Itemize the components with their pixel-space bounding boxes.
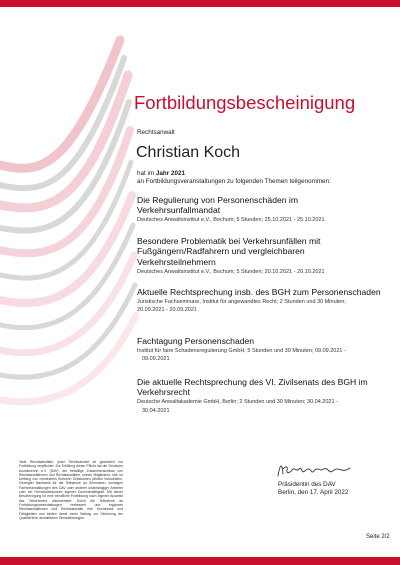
topic-detail-line: 09.09.2021 [142, 356, 170, 363]
topic-detail-line: Juristische Fachseminare, Institut für angewandtes Recht; 2 Stunden und 30 Minuten; [137, 298, 346, 305]
topic-detail [137, 268, 382, 276]
bottom-accent-bar [0, 557, 400, 565]
topic-title: Besondere Problematik bei Verkehrsunfällen mit Fußgängern/Radfahrern und vergleichbaren Verkehrsteilnehmern [137, 236, 321, 267]
topic-detail [137, 298, 382, 314]
role-label: Rechtsanwalt [137, 129, 175, 136]
year-prefix: hat im [137, 170, 155, 177]
disclaimer-text: Jede Rechtsanwältin, jeder Rechtsanwalt ist gesetzlich zur Fortbildung verpflichtet. Zur Erfüllung dieser Pflicht hat der Deutsche Anwaltverein e.V. (DAV), der freiwillige Zusammenschluss von Rechtsanwältinnen und Rechtsanwälten, seinen Mitgliedern, sich im Umfang von mindestens fünfzehn Zeitstunden jährlich fortzubilden, Gezeigter Nachweis für die Teilnahme an Seminaren, sonstigen Fachveranstaltungen des DAV oder anderer unabhängiger Anbieter oder bei Fernstudienkursen eigener Dozententätigkeit. Mit dieser Bescheinigung ist eine berufliche Fortbildung nach eigener Auswahl des Teilnehmers dokumentiert. Durch die Teilnahme an Fortbildungsveranstaltungen verbessert und ergänzen Rechtsanwältinnen und Rechtsanwälte ihre Kenntnisse und Fähigkeiten und leisten damit einen Beitrag zur Sicherung der Qualität ihrer anwaltlichen Dienstleistungen. [19, 460, 123, 520]
year-line [137, 170, 185, 177]
topic-title: Fachtagung Personenschaden [137, 336, 255, 346]
topic-detail-line: Institut für faire Schadensregulierung GmbH; 5 Stunden und 30 Minuten; 09.09.2021 - [137, 347, 346, 354]
signature-place-date: Berlin, den 17. April 2022 [278, 489, 349, 496]
topic-item [137, 336, 382, 363]
signature-title: Präsidentin des DAV [278, 481, 336, 488]
topic-item [137, 287, 382, 314]
participant-name: Christian Koch [136, 144, 241, 161]
topic-detail-line: 20.09.2021 - 20.09.2021 [137, 307, 197, 314]
topic-item [137, 236, 382, 276]
intro-text: an Fortbildungsveranstaltungen zu folgenden Themen teilgenommen: [137, 178, 331, 185]
page-number: Seite 2/2 [366, 534, 390, 540]
topic-title: Die Regulierung von Personenschäden im Verkehrsunfallmandat [137, 195, 298, 216]
topic-item [137, 195, 382, 225]
topic-detail-line: Deutsche Anwaltakademie GmbH, Berlin; 2 Stunden und 30 Minuten; 30.04.2021 - [137, 399, 338, 406]
topic-detail-line: 30.04.2021 [142, 407, 170, 414]
top-accent-bar [0, 0, 400, 7]
topic-title: Aktuelle Rechtsprechung insb. des BGH zum Personenschaden [137, 287, 381, 297]
handwritten-signature [274, 458, 354, 480]
topic-detail [137, 216, 382, 224]
topic-title: Die aktuelle Rechtsprechung des VI. Zivilsenats des BGH im Verkehrsrecht [137, 377, 368, 398]
certificate-title: Fortbildungsbescheinigung [134, 92, 356, 113]
topic-detail [137, 347, 382, 363]
topic-item [137, 377, 382, 415]
topic-detail-line: Deutsches Anwaltsinstitut e.V., Bochum; 5 Stunden; 25.10.2021 - 25.10.2021 [137, 217, 325, 224]
topic-detail-line: Deutsches Anwaltsinstitut e.V., Bochum; 5 Stunden; 20.10.2021 - 20.10.2021 [137, 268, 325, 275]
year-label: Jahr 2021 [155, 170, 185, 177]
topic-detail [137, 398, 382, 414]
